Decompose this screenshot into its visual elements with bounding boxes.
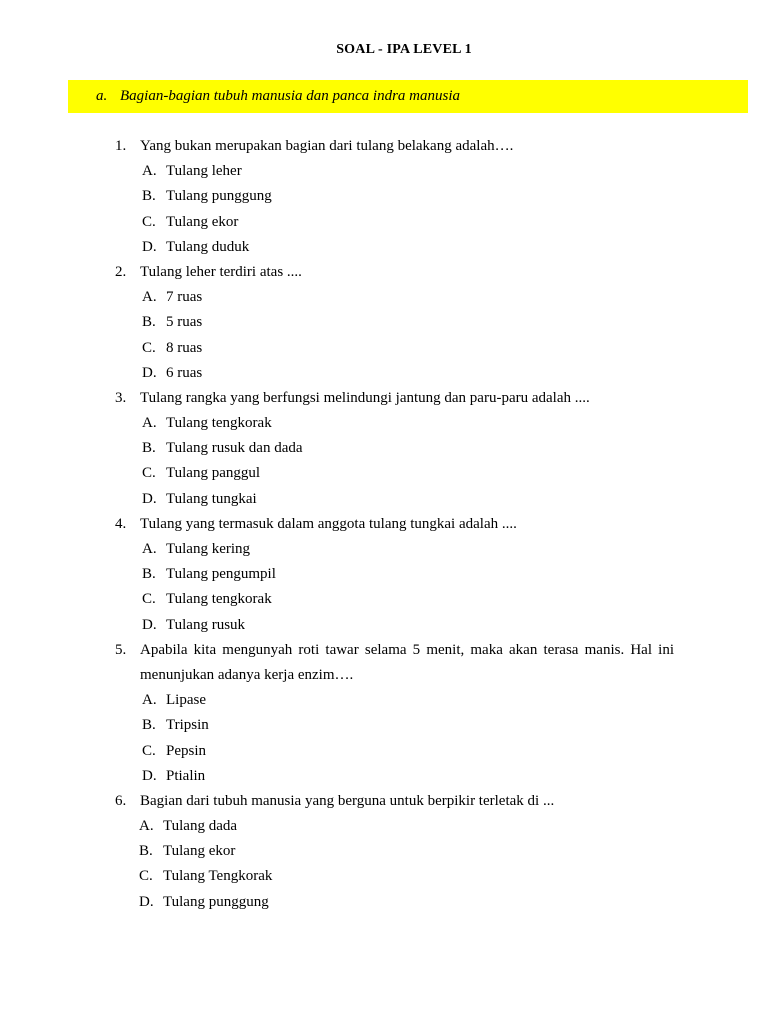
option-c [0,210,768,235]
option-letter: D. [142,238,157,255]
option-letter: C. [142,465,156,482]
option-letter: D. [142,616,157,633]
question-6 [0,789,768,915]
question-2 [0,260,768,386]
option-b [0,839,768,864]
option-b [0,184,768,209]
option-text: Tulang panggul [166,465,261,482]
option-letter: D. [142,490,157,507]
option-text: Tulang tungkai [166,490,257,507]
option-text: Lipase [166,692,206,709]
option-letter: B. [142,717,156,734]
option-a [0,688,768,713]
question-1 [0,134,768,260]
option-a [0,159,768,184]
option-letter: A. [139,818,154,835]
option-text: Ptialin [166,767,206,784]
question-line [0,638,768,663]
option-c [0,587,768,612]
option-letter: A. [142,415,157,432]
question-line [0,260,768,285]
option-a [0,411,768,436]
question-number: 6. [115,792,127,809]
option-text: 5 ruas [166,314,203,331]
option-d [0,764,768,789]
option-letter: D. [142,767,157,784]
option-c [0,864,768,889]
question-5 [0,638,768,789]
option-letter: C. [142,339,156,356]
question-4 [0,512,768,638]
option-c [0,461,768,486]
option-a [0,285,768,310]
option-letter: D. [142,364,157,381]
option-letter: B. [139,843,153,860]
section-heading-highlight [68,80,748,113]
option-letter: A. [142,289,157,306]
option-text: Tulang leher [166,163,242,180]
option-d [0,890,768,915]
option-letter: C. [142,742,156,759]
question-text: Tulang rangka yang berfungsi melindungi jantung dan paru-paru adalah .... [140,389,590,406]
option-letter: B. [142,566,156,583]
question-line [0,386,768,411]
option-text: Tulang tengkorak [166,415,272,432]
option-text: Tulang duduk [166,238,250,255]
question-text: Bagian dari tubuh manusia yang berguna untuk berpikir terletak di ... [140,792,555,809]
option-text: Tulang punggung [163,893,269,910]
option-b [0,310,768,335]
option-text: 7 ruas [166,289,203,306]
question-text: Tulang yang termasuk dalam anggota tulang tungkai adalah .... [140,515,517,532]
option-d [0,235,768,260]
option-text: Tulang pengumpil [166,566,276,583]
option-c [0,336,768,361]
question-number: 2. [115,263,127,280]
question-number: 3. [115,389,127,406]
option-c [0,739,768,764]
option-letter: A. [142,163,157,180]
question-list [0,134,768,915]
option-letter: B. [142,188,156,205]
option-text: Tulang Tengkorak [163,868,273,885]
question-line [0,134,768,159]
option-letter: A. [142,541,157,557]
option-text: Tulang tengkorak [166,591,272,608]
page-title: SOAL - IPA LEVEL 1 [336,42,472,57]
option-letter: D. [139,893,154,910]
option-b [0,436,768,461]
question-number: 1. [115,138,127,154]
question-line [0,789,768,814]
option-text: Tulang rusuk [166,616,246,633]
question-text: Tulang leher terdiri atas .... [140,263,302,280]
option-letter: B. [142,314,156,331]
option-text: Tulang dada [163,818,238,835]
option-letter: B. [142,440,156,457]
option-b [0,713,768,738]
option-text: 8 ruas [166,339,203,356]
option-text: Tulang ekor [166,213,239,230]
option-text: Tulang ekor [163,843,236,860]
question-number: 5. [115,641,127,658]
question-line-continued [0,663,768,688]
option-text: Pepsin [166,742,207,759]
option-text: Tripsin [166,717,209,734]
question-text: Yang bukan merupakan bagian dari tulang belakang adalah…. [140,138,514,154]
question-line [0,512,768,537]
option-letter: C. [142,591,156,608]
option-d [0,487,768,512]
option-b [0,562,768,587]
option-letter: A. [142,692,157,709]
question-text-continued: menunjukan adanya kerja enzim…. [140,666,354,683]
option-text: Tulang rusuk dan dada [166,440,303,457]
option-letter: C. [142,213,156,230]
section-heading: Bagian-bagian tubuh manusia dan panca indra manusia [120,88,460,104]
option-a [0,814,768,839]
option-text: 6 ruas [166,364,203,381]
section-marker: a. [96,88,108,104]
option-a [0,537,768,562]
option-text: Tulang kering [166,541,251,557]
option-d [0,361,768,386]
option-letter: C. [139,868,153,885]
question-3 [0,386,768,512]
option-text: Tulang punggung [166,188,272,205]
option-d [0,613,768,638]
question-text: Apabila kita mengunyah roti tawar selama 5 menit, maka akan terasa manis. Hal ini [140,641,674,658]
question-number: 4. [115,515,127,532]
